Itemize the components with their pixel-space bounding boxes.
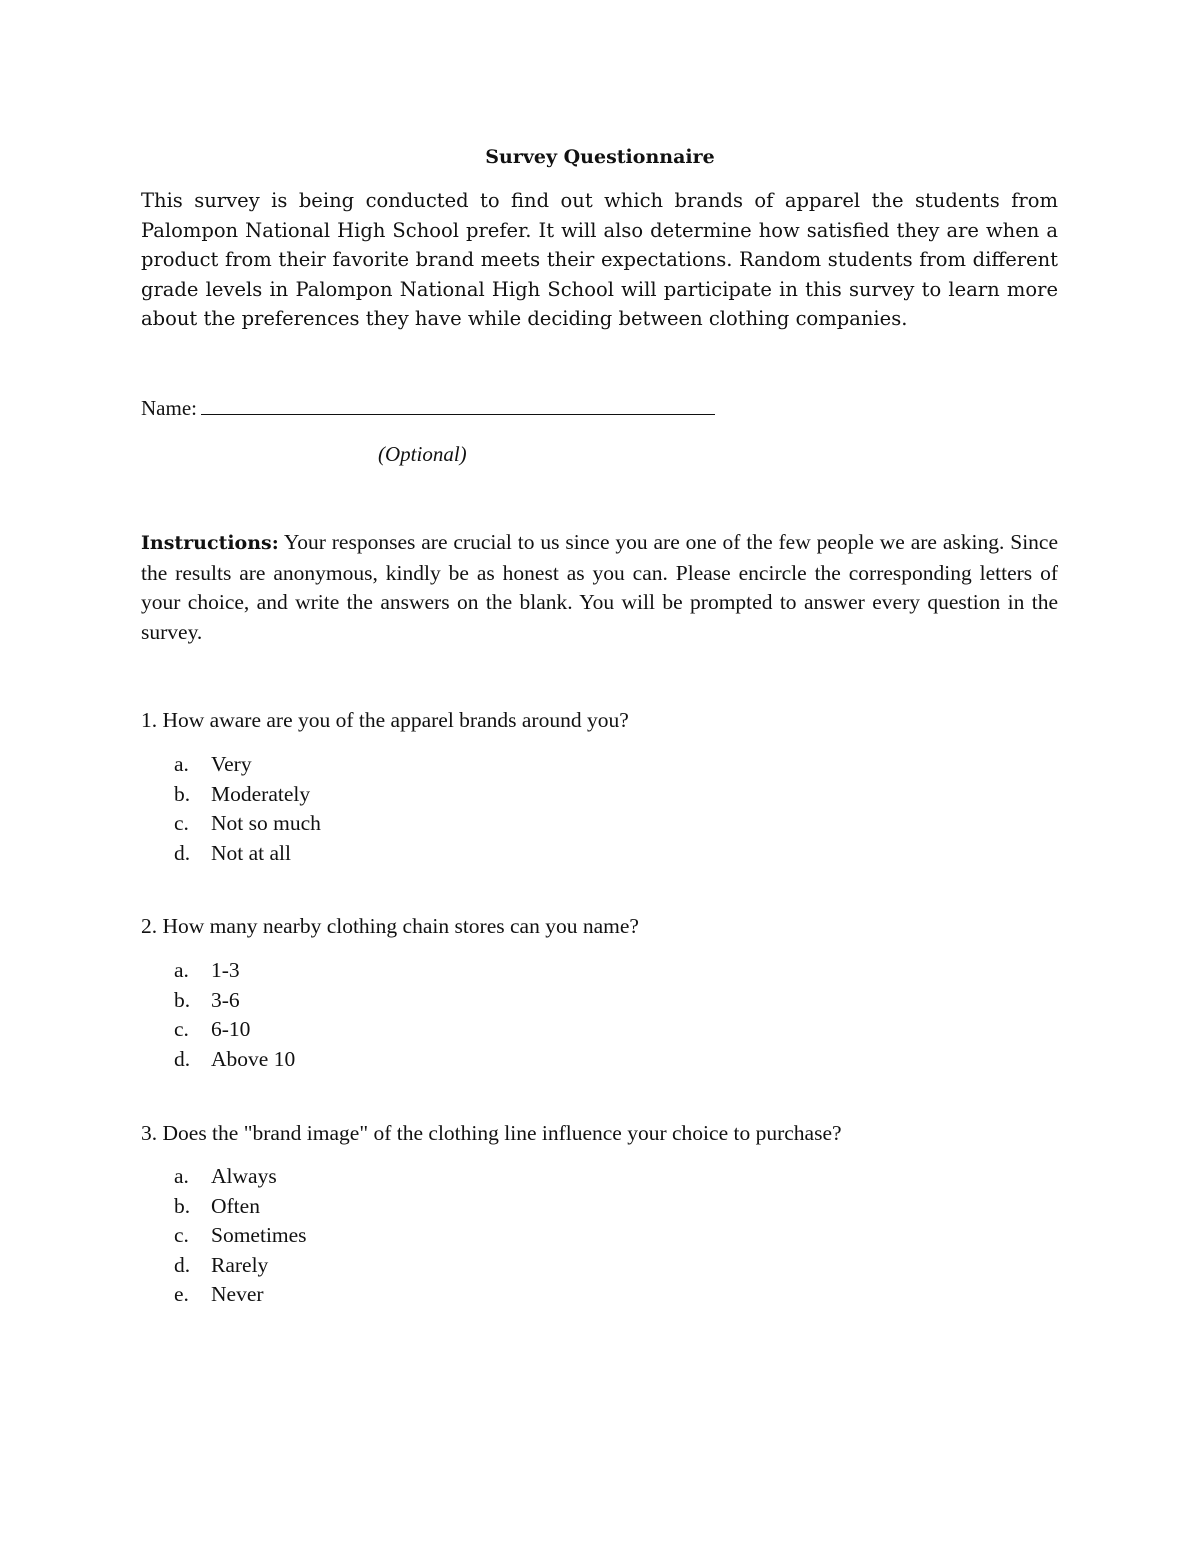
option-label: Always xyxy=(211,1164,277,1188)
question-3: 3. Does the "brand image" of the clothing line influence your choice to purchase? xyxy=(141,1121,842,1145)
option-letter: a. xyxy=(174,1164,189,1188)
option-label: 3-6 xyxy=(211,987,240,1012)
option-letter: a. xyxy=(174,958,189,982)
instructions-paragraph xyxy=(141,528,1058,647)
question-1-options xyxy=(174,750,321,868)
option-3c[interactable] xyxy=(174,1221,307,1251)
option-label: Never xyxy=(211,1282,264,1306)
instructions-lead: Instructions: xyxy=(141,532,279,554)
option-letter: a. xyxy=(174,752,189,776)
option-2d[interactable] xyxy=(174,1045,295,1075)
option-label: 1-3 xyxy=(211,958,240,982)
option-letter: b. xyxy=(174,781,191,806)
option-letter: b. xyxy=(174,1193,191,1218)
option-1c[interactable] xyxy=(174,809,321,839)
option-1d[interactable] xyxy=(174,839,321,869)
option-letter: d. xyxy=(174,1252,191,1277)
option-letter: d. xyxy=(174,1046,191,1071)
option-label: Not so much xyxy=(211,811,321,835)
option-label: 6-10 xyxy=(211,1017,251,1041)
option-3d[interactable] xyxy=(174,1251,307,1281)
option-label: Not at all xyxy=(211,840,292,865)
question-2-options xyxy=(174,956,295,1074)
option-1a[interactable] xyxy=(174,750,321,780)
name-field xyxy=(141,394,715,422)
option-letter: c. xyxy=(174,1017,189,1041)
question-2: 2. How many nearby clothing chain stores can you name? xyxy=(141,914,639,938)
name-optional-note: (Optional) xyxy=(378,442,467,466)
name-blank-line[interactable] xyxy=(201,394,715,415)
option-label: Moderately xyxy=(211,781,311,806)
option-3a[interactable] xyxy=(174,1162,307,1192)
option-letter: c. xyxy=(174,1223,189,1247)
option-label: Rarely xyxy=(211,1252,269,1277)
instructions-text: Your responses are crucial to us since you are one of the few people we are asking. Since the results are anonymous, kindly be as honest as you can. Please encircle the corresponding letters of your choice, and write the answers on the blank. You will be prompted to answer every question in the survey. xyxy=(141,530,1059,644)
option-label: Above 10 xyxy=(211,1046,296,1071)
option-2a[interactable] xyxy=(174,956,295,986)
option-2b[interactable] xyxy=(174,986,295,1016)
option-label: Sometimes xyxy=(211,1223,307,1247)
option-3b[interactable] xyxy=(174,1192,307,1222)
option-letter: d. xyxy=(174,840,191,865)
option-label: Very xyxy=(211,752,252,776)
intro-paragraph: This survey is being conducted to find out which brands of apparel the students from Palompon National High School prefer. It will also determine how satisfied they are when a product from their favorite brand meets their expectations. Random students from different grade levels in Palompon National High School will participate in this survey to learn more about the preferences they have while deciding between clothing companies. xyxy=(141,189,1058,331)
option-3e[interactable] xyxy=(174,1280,307,1310)
question-3-options xyxy=(174,1162,307,1310)
option-1b[interactable] xyxy=(174,780,321,810)
option-letter: b. xyxy=(174,987,191,1012)
option-letter: c. xyxy=(174,811,189,835)
name-label: Name: xyxy=(141,396,197,420)
option-label: Often xyxy=(211,1193,260,1218)
question-1: 1. How aware are you of the apparel brands around you? xyxy=(141,708,629,732)
option-2c[interactable] xyxy=(174,1015,295,1045)
option-letter: e. xyxy=(174,1282,189,1306)
page-title: Survey Questionnaire xyxy=(485,146,715,168)
